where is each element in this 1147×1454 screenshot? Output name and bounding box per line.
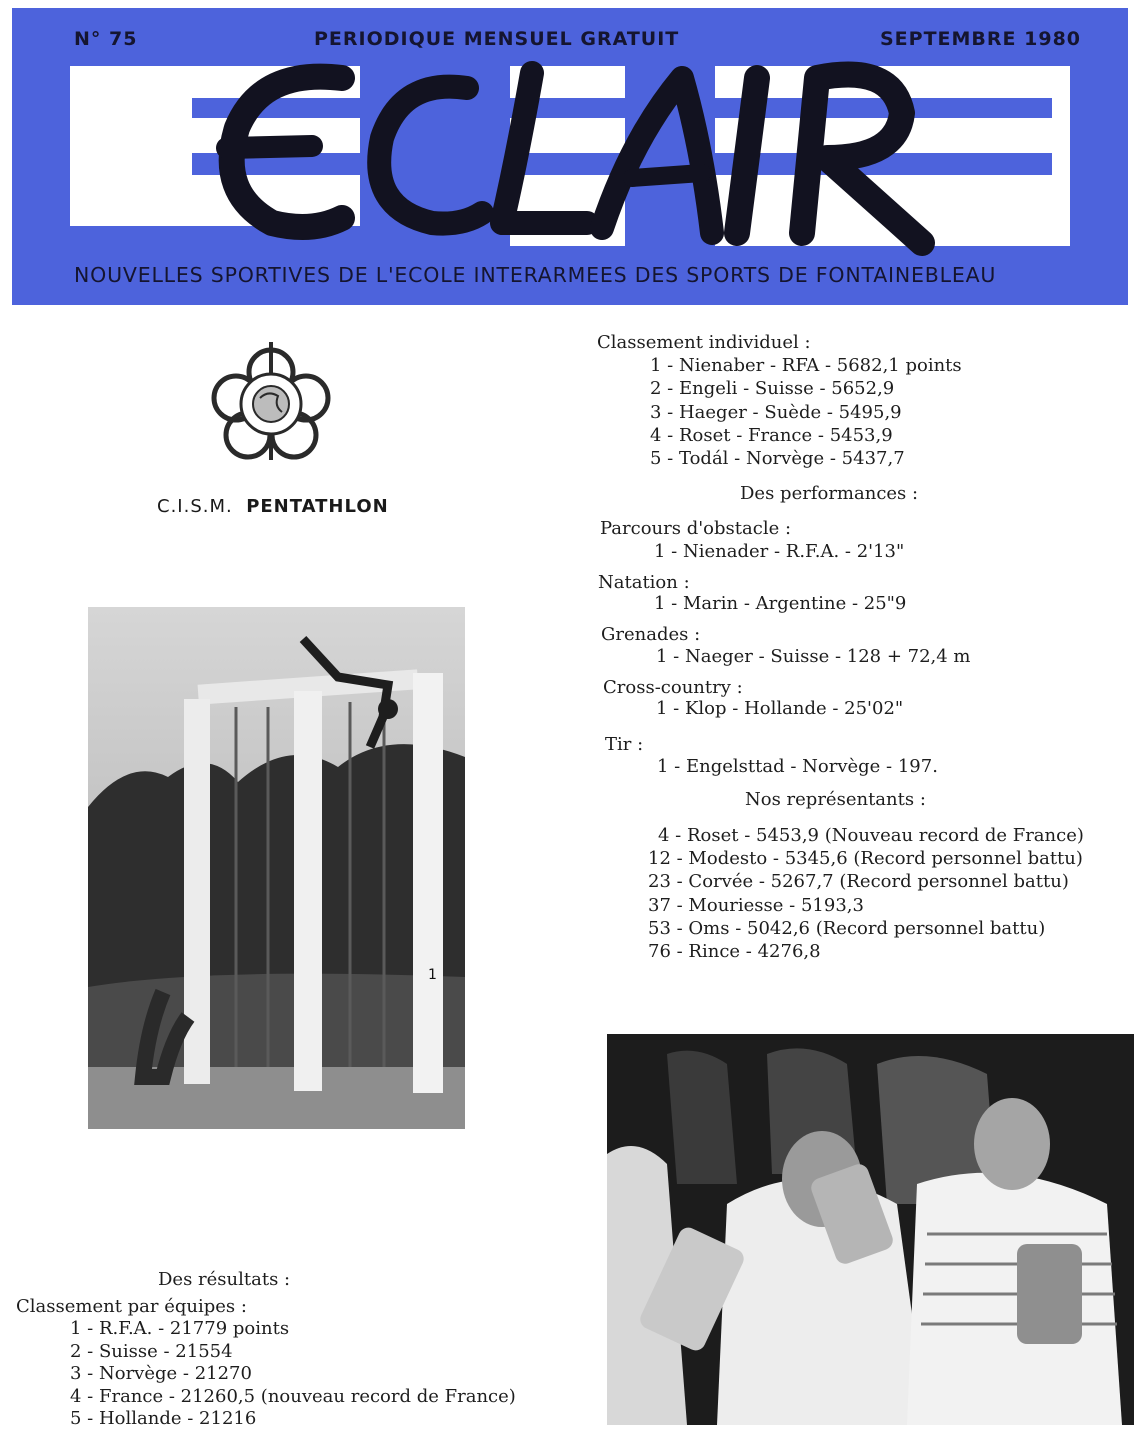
celebration-image: [607, 1034, 1134, 1425]
list-item: 5 - Hollande - 21216: [70, 1408, 257, 1429]
list-item: 5 - Todál - Norvège - 5437,7: [650, 448, 905, 470]
list-item: 23 - Corvée - 5267,7 (Record personnel battu): [648, 871, 1069, 893]
list-item: 37 - Mouriesse - 5193,3: [648, 894, 864, 916]
obstacle-course-photo: [88, 607, 465, 1129]
issue-date: SEPTEMBRE 1980: [880, 28, 1082, 50]
team-ranking-list: [70, 1318, 516, 1431]
list-item: 1 - R.F.A. - 21779 points: [70, 1318, 290, 1339]
list-item: 1 - Nienaber - RFA - 5682,1 points: [650, 355, 962, 376]
performances-heading: Des performances :: [740, 483, 919, 504]
event-name: Tir :: [605, 734, 644, 755]
article-title: [157, 496, 389, 517]
article-title-prefix: C.I.S.M.: [157, 496, 233, 517]
individual-ranking-list: [650, 354, 962, 470]
event-result: 1 - Klop - Hollande - 25'02": [656, 698, 904, 719]
masthead-banner: [12, 8, 1128, 305]
list-item: 2 - Suisse - 21554: [70, 1340, 233, 1362]
event-result: 1 - Nienader - R.F.A. - 2'13": [654, 541, 905, 562]
list-item: 3 - Haeger - Suède - 5495,9: [650, 401, 902, 423]
representatives-list: [648, 824, 1084, 963]
results-heading: Des résultats :: [158, 1269, 291, 1290]
list-item: 4 - Roset - France - 5453,9: [650, 424, 893, 446]
event-name: Parcours d'obstacle :: [600, 518, 792, 539]
event-name: Grenades :: [601, 624, 701, 645]
article-title-main: PENTATHLON: [246, 496, 389, 517]
list-item: 76 - Rince - 4276,8: [648, 941, 821, 963]
cism-emblem-icon: [208, 340, 334, 466]
event-result: 1 - Naeger - Suisse - 128 + 72,4 m: [656, 646, 971, 667]
list-item: 3 - Norvège - 21270: [70, 1363, 252, 1384]
masthead-subtitle: NOUVELLES SPORTIVES DE L'ECOLE INTERARMEES DES SPORTS DE FONTAINEBLEAU: [74, 263, 997, 287]
event-result: 1 - Marin - Argentine - 25"9: [654, 593, 907, 614]
list-item: 12 - Modesto - 5345,6 (Record personnel battu): [648, 848, 1083, 870]
list-item: 4 - Roset - 5453,9 (Nouveau record de France): [658, 825, 1084, 846]
event-name: Natation :: [598, 572, 690, 593]
event-name: Cross-country :: [603, 677, 743, 698]
list-item: 53 - Oms - 5042,6 (Record personnel battu): [648, 917, 1046, 939]
representatives-heading: Nos représentants :: [745, 789, 926, 810]
list-item: 4 - France - 21260,5 (nouveau record de France): [70, 1385, 516, 1407]
celebration-photo: [607, 1034, 1134, 1425]
eclair-logo-icon: [12, 8, 1128, 305]
obstacle-course-image: [88, 607, 465, 1129]
individual-ranking-heading: Classement individuel :: [597, 332, 811, 353]
team-ranking-heading: Classement par équipes :: [16, 1296, 247, 1317]
photo-number-label: 1: [428, 967, 437, 983]
issue-number: N° 75: [74, 28, 138, 50]
event-result: 1 - Engelsttad - Norvège - 197.: [657, 756, 938, 777]
list-item: 2 - Engeli - Suisse - 5652,9: [650, 378, 895, 400]
periodical-label: PERIODIQUE MENSUEL GRATUIT: [314, 28, 680, 50]
